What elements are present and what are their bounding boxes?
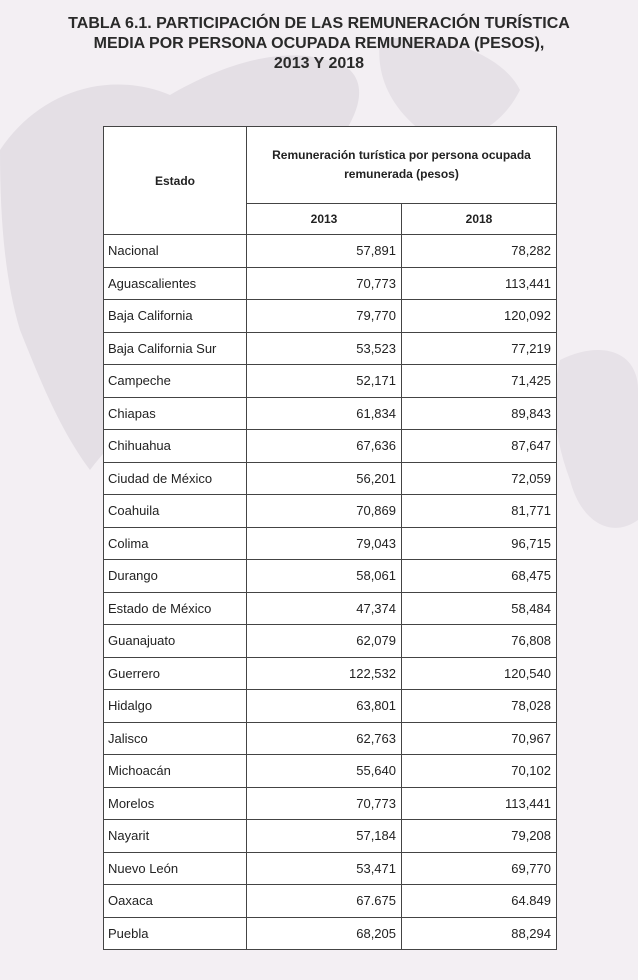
state-name: Guerrero	[104, 657, 247, 690]
table-row	[104, 690, 557, 723]
value-2018: 120,540	[402, 657, 557, 690]
value-2018: 96,715	[402, 527, 557, 560]
table-row	[104, 235, 557, 268]
state-name: Baja California Sur	[104, 332, 247, 365]
table-row	[104, 430, 557, 463]
value-2013: 47,374	[247, 592, 402, 625]
state-name: Coahuila	[104, 495, 247, 528]
value-2013: 58,061	[247, 560, 402, 593]
table-row	[104, 755, 557, 788]
header-year-2018: 2018	[402, 204, 557, 235]
value-2018: 88,294	[402, 917, 557, 950]
value-2013: 56,201	[247, 462, 402, 495]
value-2013: 53,523	[247, 332, 402, 365]
value-2018: 58,484	[402, 592, 557, 625]
table-row	[104, 787, 557, 820]
value-2013: 79,043	[247, 527, 402, 560]
value-2018: 89,843	[402, 397, 557, 430]
value-2013: 70,869	[247, 495, 402, 528]
state-name: Nacional	[104, 235, 247, 268]
data-table-container	[103, 126, 557, 950]
value-2013: 67,636	[247, 430, 402, 463]
value-2013: 79,770	[247, 300, 402, 333]
value-2013: 62,079	[247, 625, 402, 658]
value-2013: 57,184	[247, 820, 402, 853]
state-name: Baja California	[104, 300, 247, 333]
value-2013: 61,834	[247, 397, 402, 430]
header-state: Estado	[104, 127, 247, 235]
state-name: Morelos	[104, 787, 247, 820]
state-name: Puebla	[104, 917, 247, 950]
value-2018: 77,219	[402, 332, 557, 365]
table-row	[104, 722, 557, 755]
value-2018: 81,771	[402, 495, 557, 528]
state-name: Guanajuato	[104, 625, 247, 658]
state-name: Colima	[104, 527, 247, 560]
value-2013: 52,171	[247, 365, 402, 398]
table-row	[104, 625, 557, 658]
title-line-1: TABLA 6.1. PARTICIPACIÓN DE LAS REMUNERACIÓN TURÍSTICA	[68, 15, 570, 32]
state-name: Durango	[104, 560, 247, 593]
value-2018: 78,282	[402, 235, 557, 268]
state-name: Chihuahua	[104, 430, 247, 463]
value-2018: 120,092	[402, 300, 557, 333]
value-2013: 70,773	[247, 787, 402, 820]
table-row	[104, 560, 557, 593]
title-line-3: 2013 Y 2018	[273, 55, 365, 72]
table-row	[104, 300, 557, 333]
table-row	[104, 527, 557, 560]
state-name: Campeche	[104, 365, 247, 398]
table-row	[104, 852, 557, 885]
state-name: Oaxaca	[104, 885, 247, 918]
table-row	[104, 820, 557, 853]
state-name: Nayarit	[104, 820, 247, 853]
state-name: Jalisco	[104, 722, 247, 755]
table-row	[104, 462, 557, 495]
title-line-2: MEDIA POR PERSONA OCUPADA REMUNERADA (PESOS),	[93, 35, 545, 52]
table-title	[0, 14, 638, 74]
state-name: Nuevo León	[104, 852, 247, 885]
state-name: Michoacán	[104, 755, 247, 788]
value-2013: 53,471	[247, 852, 402, 885]
table-row	[104, 885, 557, 918]
header-row	[104, 127, 557, 204]
header-year-2013: 2013	[247, 204, 402, 235]
state-name: Hidalgo	[104, 690, 247, 723]
state-name: Aguascalientes	[104, 267, 247, 300]
table-body	[104, 235, 557, 950]
value-2013: 62,763	[247, 722, 402, 755]
value-2013: 122,532	[247, 657, 402, 690]
state-name: Ciudad de México	[104, 462, 247, 495]
table-row	[104, 495, 557, 528]
value-2013: 55,640	[247, 755, 402, 788]
table-row	[104, 917, 557, 950]
value-2013: 70,773	[247, 267, 402, 300]
value-2013: 67.675	[247, 885, 402, 918]
remuneration-table	[103, 126, 557, 950]
value-2013: 57,891	[247, 235, 402, 268]
table-row	[104, 365, 557, 398]
value-2018: 78,028	[402, 690, 557, 723]
value-2018: 72,059	[402, 462, 557, 495]
state-name: Chiapas	[104, 397, 247, 430]
value-2018: 69,770	[402, 852, 557, 885]
table-row	[104, 657, 557, 690]
value-2013: 63,801	[247, 690, 402, 723]
value-2018: 64.849	[402, 885, 557, 918]
table-row	[104, 397, 557, 430]
value-2013: 68,205	[247, 917, 402, 950]
state-name: Estado de México	[104, 592, 247, 625]
table-row	[104, 332, 557, 365]
value-2018: 70,967	[402, 722, 557, 755]
table-row	[104, 592, 557, 625]
value-2018: 79,208	[402, 820, 557, 853]
value-2018: 87,647	[402, 430, 557, 463]
table-row	[104, 267, 557, 300]
value-2018: 70,102	[402, 755, 557, 788]
header-remuneration: Remuneración turística por persona ocupada remunerada (pesos)	[247, 127, 557, 204]
value-2018: 113,441	[402, 787, 557, 820]
value-2018: 68,475	[402, 560, 557, 593]
value-2018: 71,425	[402, 365, 557, 398]
value-2018: 76,808	[402, 625, 557, 658]
value-2018: 113,441	[402, 267, 557, 300]
